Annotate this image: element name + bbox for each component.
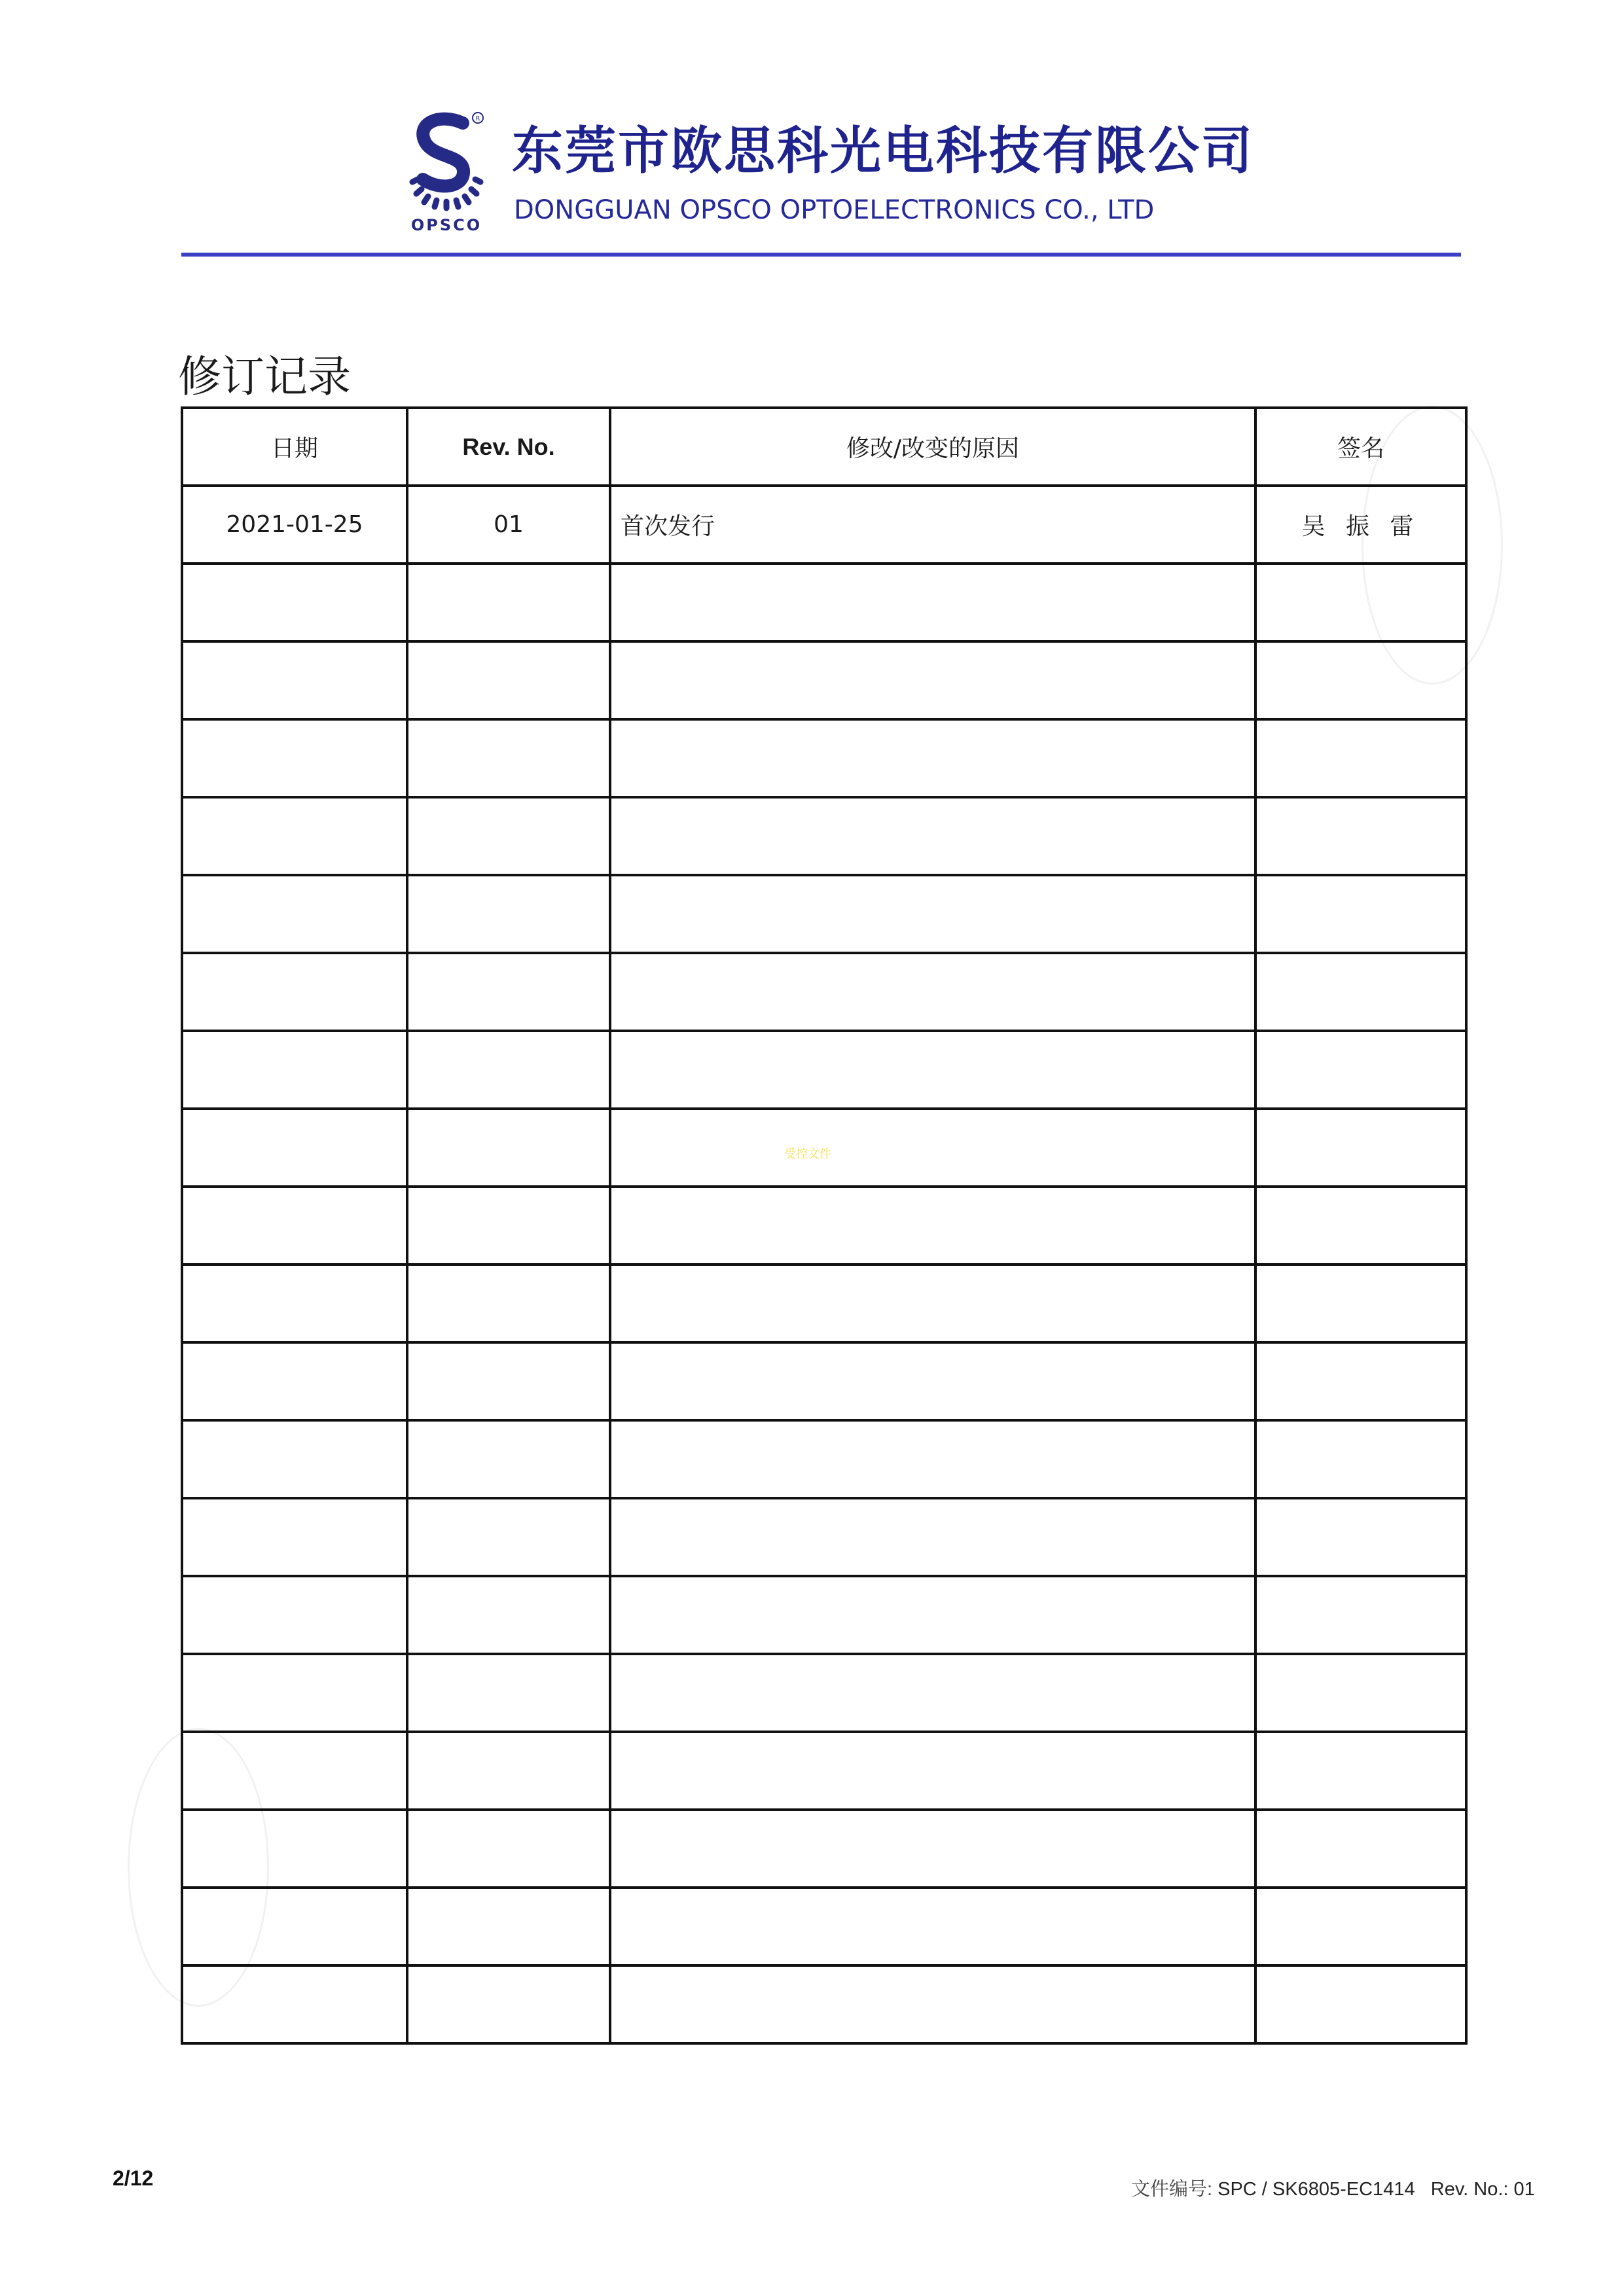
cell-date — [182, 1888, 407, 1965]
table-row — [182, 1810, 1466, 1888]
cell-signature — [1255, 1810, 1466, 1888]
cell-date — [182, 1031, 407, 1109]
cell-reason — [610, 875, 1255, 953]
column-header-date: 日期 — [182, 408, 407, 486]
table-row — [182, 1576, 1466, 1654]
cell-reason — [610, 1888, 1255, 1965]
table-row — [182, 797, 1466, 875]
cell-date — [182, 1965, 407, 2043]
cell-signature — [1255, 1888, 1466, 1965]
cell-rev-no — [407, 1265, 610, 1342]
cell-signature: 吴 振 雷 — [1255, 486, 1466, 564]
cell-date: 2021-01-25 — [182, 486, 407, 564]
table-row — [182, 1031, 1466, 1109]
table-row — [182, 486, 1466, 564]
cell-signature — [1255, 797, 1466, 875]
cell-signature — [1255, 875, 1466, 953]
table-row — [182, 1888, 1466, 1965]
cell-rev-no — [407, 719, 610, 797]
company-logo — [401, 111, 492, 242]
cell-date — [182, 797, 407, 875]
cell-rev-no — [407, 953, 610, 1031]
cell-rev-no: 01 — [407, 486, 610, 564]
cell-signature — [1255, 1732, 1466, 1810]
cell-rev-no — [407, 1342, 610, 1420]
cell-signature — [1255, 1965, 1466, 2043]
table-row — [182, 1498, 1466, 1576]
table-row — [182, 1965, 1466, 2043]
table-row — [182, 1265, 1466, 1342]
table-row — [182, 641, 1466, 719]
revision-table — [181, 406, 1468, 2045]
cell-signature — [1255, 719, 1466, 797]
table-row — [182, 1342, 1466, 1420]
cell-rev-no — [407, 1187, 610, 1265]
column-header-reason: 修改/改变的原因 — [610, 408, 1255, 486]
table-header-row — [182, 408, 1466, 486]
cell-rev-no — [407, 564, 610, 641]
cell-date — [182, 1342, 407, 1420]
table-row — [182, 1654, 1466, 1732]
cell-signature — [1255, 1265, 1466, 1342]
cell-rev-no — [407, 875, 610, 953]
cell-signature — [1255, 953, 1466, 1031]
cell-date — [182, 1498, 407, 1576]
table-row — [182, 875, 1466, 953]
cell-reason: 首次发行 — [610, 486, 1255, 564]
cell-reason — [610, 1342, 1255, 1420]
cell-reason — [610, 1965, 1255, 2043]
cell-reason — [610, 797, 1255, 875]
cell-date — [182, 1265, 407, 1342]
cell-reason — [610, 1031, 1255, 1109]
cell-reason — [610, 1732, 1255, 1810]
cell-reason — [610, 564, 1255, 641]
table-row — [182, 1187, 1466, 1265]
cell-signature — [1255, 1109, 1466, 1187]
cell-reason — [610, 1109, 1255, 1187]
table-row — [182, 953, 1466, 1031]
logo-wordmark: OPSCO — [410, 216, 482, 234]
cell-rev-no — [407, 1810, 610, 1888]
watermark-text: 受控文件 — [784, 1147, 831, 1161]
cell-date — [182, 1810, 407, 1888]
table-row — [182, 719, 1466, 797]
document-code-label: 文件编号: — [1131, 2179, 1213, 2200]
opsco-logo-icon — [401, 111, 492, 216]
cell-signature — [1255, 1031, 1466, 1109]
footer-rev-no: Rev. No.: 01 — [1430, 2179, 1535, 2200]
cell-date — [182, 1576, 407, 1654]
document-header — [181, 98, 1461, 262]
cell-signature — [1255, 1342, 1466, 1420]
cell-signature — [1255, 1576, 1466, 1654]
table-row — [182, 1732, 1466, 1810]
cell-reason — [610, 1654, 1255, 1732]
cell-date — [182, 1109, 407, 1187]
cell-reason — [610, 641, 1255, 719]
cell-rev-no — [407, 1888, 610, 1965]
cell-reason — [610, 1576, 1255, 1654]
cell-reason — [610, 1810, 1255, 1888]
column-header-signature: 签名 — [1255, 408, 1466, 486]
cell-reason — [610, 719, 1255, 797]
header-divider — [181, 253, 1461, 257]
company-name-en: DONGGUAN OPSCO OPTOELECTRONICS CO., LTD — [514, 195, 1155, 225]
cell-rev-no — [407, 1498, 610, 1576]
cell-date — [182, 1420, 407, 1498]
page-title: 修订记录 — [178, 351, 351, 402]
registered-mark: R — [475, 115, 480, 122]
cell-rev-no — [407, 1965, 610, 2043]
cell-reason — [610, 1187, 1255, 1265]
cell-rev-no — [407, 641, 610, 719]
cell-signature — [1255, 1498, 1466, 1576]
table-row — [182, 564, 1466, 641]
document-code — [1131, 2174, 1535, 2201]
table-row — [182, 1109, 1466, 1187]
cell-signature — [1255, 1187, 1466, 1265]
company-name-cn: 东莞市欧思科光电科技有限公司 — [512, 122, 1255, 181]
cell-date — [182, 1654, 407, 1732]
cell-signature — [1255, 1654, 1466, 1732]
cell-rev-no — [407, 1732, 610, 1810]
cell-date — [182, 875, 407, 953]
cell-date — [182, 1187, 407, 1265]
cell-reason — [610, 953, 1255, 1031]
cell-date — [182, 1732, 407, 1810]
cell-signature — [1255, 564, 1466, 641]
cell-date — [182, 641, 407, 719]
table-row — [182, 1420, 1466, 1498]
document-code-value: SPC / SK6805-EC1414 — [1212, 2179, 1415, 2200]
cell-rev-no — [407, 1420, 610, 1498]
cell-reason — [610, 1265, 1255, 1342]
cell-rev-no — [407, 797, 610, 875]
cell-date — [182, 719, 407, 797]
cell-rev-no — [407, 1109, 610, 1187]
cell-rev-no — [407, 1031, 610, 1109]
cell-signature — [1255, 1420, 1466, 1498]
cell-reason — [610, 1498, 1255, 1576]
cell-rev-no — [407, 1654, 610, 1732]
cell-signature — [1255, 641, 1466, 719]
column-header-rev-no: Rev. No. — [407, 408, 610, 486]
cell-date — [182, 953, 407, 1031]
page-number: 2/12 — [113, 2166, 154, 2190]
cell-date — [182, 564, 407, 641]
cell-reason — [610, 1420, 1255, 1498]
cell-rev-no — [407, 1576, 610, 1654]
